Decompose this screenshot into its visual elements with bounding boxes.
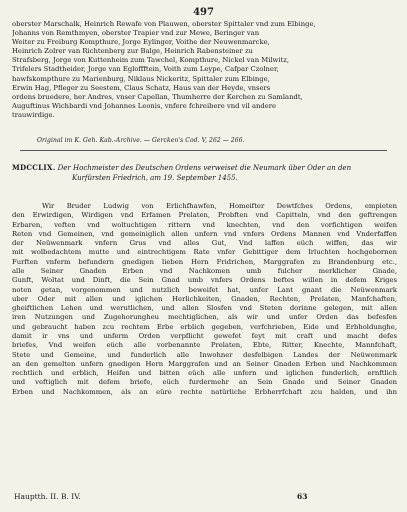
text-line: Trifelers Stadtheider, Jorge van Egloffftein, Voith zum Leype, Cafpar Czolner, <box>12 65 279 74</box>
text-line: Johanns von Remthmyen, oberster Trapier vnd zur Mewe, Beringer van <box>12 29 260 38</box>
heading-title-line-1: Der Hochmeister des Deutschen Ordens verweiset die Neumark über Oder an den <box>57 164 352 172</box>
text-line: Erwin Hag, Pfleger zu Seestem, Claus Schatz, Haus van der Heyde, vnsers <box>12 83 271 92</box>
text-line: iren Nutzungen und Zugehorungheu mechtiglichen, als wir und unfer Orden das befesfen <box>12 313 397 322</box>
signature-mark: Hauptth. II. B. IV. <box>14 492 81 501</box>
text-line: uber Oder mit allen und iglichen Herlichkeiten, Gnaden, Rechten, Prelaten, Manfchaften, <box>12 294 397 303</box>
text-line: Reten vnd Gemeinen, vnd gemeiniglich allen unfern vnd vnfers Ordens Mannen vnd Vnderfaffen <box>12 229 397 238</box>
text-line: damit ir vns und unferm Orden verpflicht gewefet feyt mit craft und macht defes <box>12 331 397 340</box>
document-body <box>12 202 397 397</box>
text-line: Erbaren, veften vnd woltuchtigen rittern vnd knechten, vnd den vorfichtigen weifen <box>12 220 397 229</box>
text-line: trauwirdige. <box>12 110 55 119</box>
preceding-document-text <box>12 20 397 120</box>
text-line: Stete und Gemeine, und funderlich alle Inwohner desfelbigen Landes der Neüwenmark <box>12 350 397 359</box>
text-line: an den gemelten unfern gnedigen Hern Marggrafen und an Seiner Gnaden Erben und Nachkommen <box>12 359 397 368</box>
text-line: Furften vnferm befundern gnedigen lieben Hern Fridrichen, Marggrafen zu Brandenburg etc., <box>12 257 397 266</box>
section-divider <box>20 150 387 151</box>
text-line: oberster Marschalk, Heinrich Rewafe von Plauwen, oberster Spittaler vnd zum Elbinge, <box>12 20 316 28</box>
document-heading <box>12 163 397 183</box>
folio-number: 63 <box>297 492 308 501</box>
text-line: hawfskompthure zu Marienburg, Niklaus Nickeritz, Spittaler zum Elbinge, <box>12 74 270 83</box>
source-citation: Original im K. Geh. Kab.-Archive. — Gercken's Cod. V, 262 — 266. <box>37 137 245 144</box>
text-line: Strafsberg, Jorge von Kuttenheim zum Tawchel, Kompthure, Nickel van Milwitz, <box>12 56 290 65</box>
text-line: alle Seiner Gnaden Erben vnd Nachkomen umb fulcher merklicher Gnade, <box>12 266 397 275</box>
page-number: 497 <box>193 7 214 18</box>
text-line: der Neüwenmark vnfern Grus vnd alles Gut, Vnd laffen eüch wiffen, das wir <box>12 239 397 248</box>
heading-title-line-2: Kurfürsten Friedrich, am 19. September 1455. <box>72 173 238 182</box>
text-line: Auguftinus Wichbardi vnd Johannes Leonis, vnfere fchreibere vnd vil andere <box>12 101 277 110</box>
text-line: und gebraucht haben zcu rechtem Erbe erblich gegeben, verfchrieben, Eide und Erbholdunghe, <box>12 322 397 331</box>
text-line: rechtlich und erblich, Heifen und bitten eüch alle unfern und iglichen funderlich, ernftlich <box>12 369 397 378</box>
text-line: mit wolbedachtem mutte und eintrechtigem Rate vnfer Gebittiger dem Irluchten hochgebornen <box>12 248 397 257</box>
text-line: Wir Bruder Ludwig von Erlichfhawfen, Homeifter Dewtfches Ordens, empieten <box>42 202 397 210</box>
text-line: Weiter zu Freiburg Kompthure, Jorge Eylinger, Voithe der Neuwenmarcke, <box>12 38 270 47</box>
text-line: den Erwirdigen, Wirdigen vnd Erfamen Prelaten, Probften vnd Capitteln, vnd den geftrengen <box>12 211 397 220</box>
text-line: Erben und Nachkommen, als an eüre rechte natürliche Erbherrfchaft zcu halden, und ihn <box>12 387 397 396</box>
document-number: MDCCLIX. <box>12 163 56 172</box>
text-line: briefes, Vnd weifen eüch alle vorbenannte Prelaten, Ebte, Ritter, Knechte, Mannfchaft, <box>12 341 397 350</box>
text-line: noten getan, vorgenommen und nutzlich beweifet hat, unfer Lant gnant die Neüwenmark <box>12 285 397 294</box>
text-line: Gunft, Woltat und Dinft, die Sein Gnad umb vnfers Ordens beftes willen in defem Kriges <box>12 276 397 285</box>
text-line: Heinrich Zolrer van Richtenberg zur Balge, Heinrich Rabensteiner zu <box>12 47 253 56</box>
text-line: gheiftlichen Lehen und werutlichen, und allen Slosfen vnd Steten dorinne gelegen, mit allen <box>12 304 397 313</box>
text-line: und veftiglich mit defem briefe, eüch furdermehr an Sein Gnade und Seiner Gnaden <box>12 378 397 387</box>
text-line: ordens bruedere, her Andres, vnser Capellan, Thumherre der Kerchen zu Samlandt, <box>12 92 303 101</box>
